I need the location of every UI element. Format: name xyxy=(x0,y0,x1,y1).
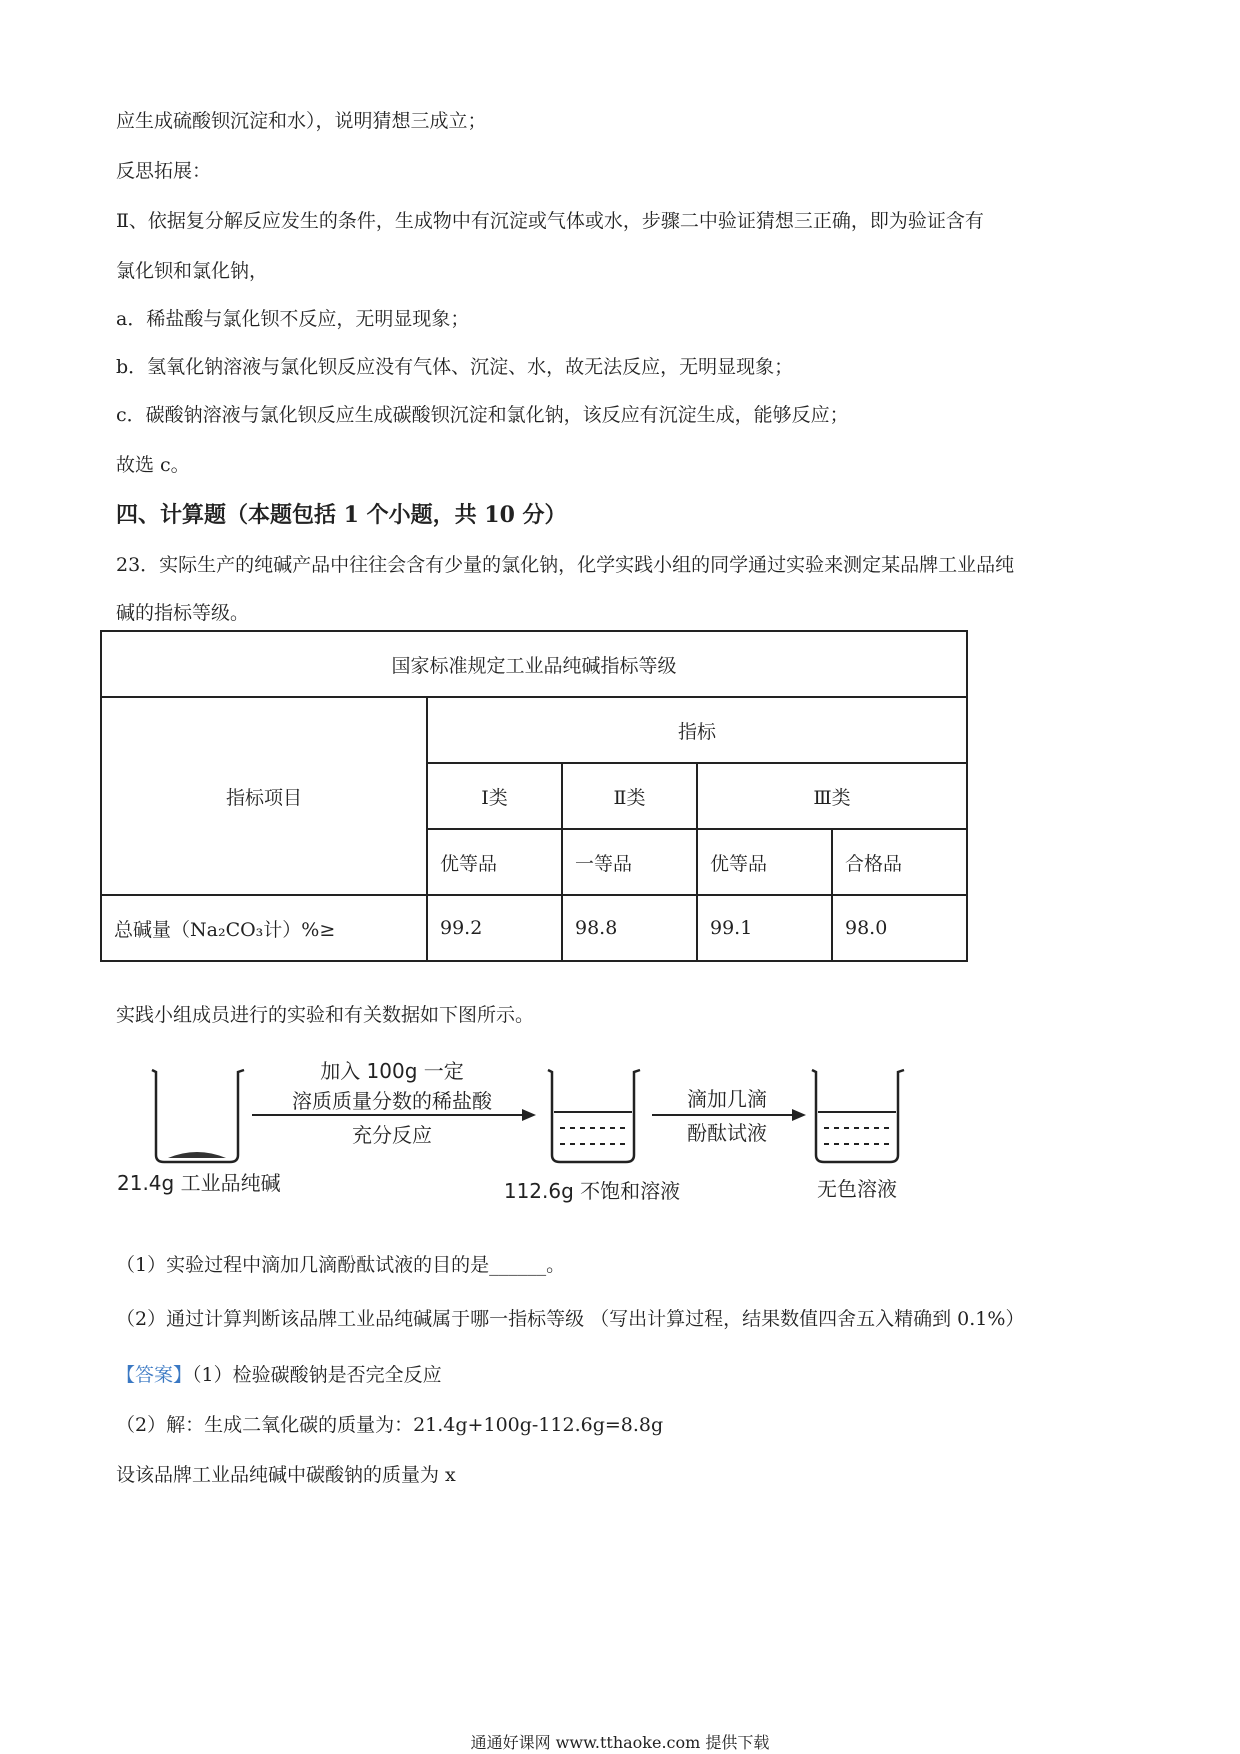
beaker-1-label: 21.4g 工业品纯碱 xyxy=(117,1171,281,1195)
table-cell: 98.0 xyxy=(832,895,967,961)
text-line: 应生成硫酸钡沉淀和水），说明猜想三成立； xyxy=(116,110,487,132)
text-line: c．碳酸钠溶液与氯化钡反应生成碳酸钡沉淀和氯化钠，该反应有沉淀生成，能够反应； xyxy=(116,404,849,426)
arrow-1-label: 充分反应 xyxy=(352,1123,432,1147)
question-23-text: 碱的指标等级。 xyxy=(116,602,250,624)
table-cell: 98.8 xyxy=(562,895,697,961)
arrow-1-label: 溶质质量分数的稀盐酸 xyxy=(292,1089,492,1113)
text-line: a．稀盐酸与氯化钡不反应，无明显现象； xyxy=(116,308,470,330)
text-line: b．氢氧化钠溶液与氯化钡反应没有气体、沉淀、水，故无法反应，无明显现象； xyxy=(116,356,794,378)
table-cell: 99.2 xyxy=(427,895,562,961)
table-class-header: Ⅰ类 xyxy=(427,763,562,829)
text-line: 氯化钡和氯化钠， xyxy=(116,260,269,282)
table-title: 国家标准规定工业品纯碱指标等级 xyxy=(101,631,967,697)
beaker-2 xyxy=(548,1070,640,1162)
section-heading: 四、计算题（本题包括 1 个小题，共 10 分） xyxy=(116,502,567,528)
beaker-2-label: 112.6g 不饱和溶液 xyxy=(503,1179,681,1203)
text-line: Ⅱ、依据复分解反应发生的条件，生成物中有沉淀或气体或水，步骤二中验证猜想三正确，即为验证含有 xyxy=(116,210,984,232)
table-class-header: Ⅱ类 xyxy=(562,763,697,829)
question-23-text: 23．实际生产的纯碱产品中往往会含有少量的氯化钠，化学实践小组的同学通过实验来测定某品牌工业品纯 xyxy=(116,554,1015,576)
table-grade-header: 一等品 xyxy=(562,829,697,895)
table-row-label: 总碱量（Na₂CO₃计）%≥ xyxy=(101,895,427,961)
table-row-head: 指标项目 xyxy=(101,697,427,895)
arrow-2-label: 酚酞试液 xyxy=(687,1121,767,1145)
table-grade-header: 优等品 xyxy=(427,829,562,895)
answer-3: 设该品牌工业品纯碱中碳酸钠的质量为 x xyxy=(116,1464,456,1486)
answer-tag: 【答案】 xyxy=(116,1364,193,1386)
question-1: （1）实验过程中滴加几滴酚酞试液的目的是______。 xyxy=(116,1254,566,1276)
beaker-3-label: 无色溶液 xyxy=(817,1177,897,1201)
table-grade-header: 合格品 xyxy=(832,829,967,895)
after-table-text: 实践小组成员进行的实验和有关数据如下图所示。 xyxy=(116,1004,535,1026)
table-grade-header: 优等品 xyxy=(697,829,832,895)
experiment-diagram xyxy=(112,1050,912,1210)
text-line: 故选 c。 xyxy=(116,454,190,476)
beaker-1 xyxy=(152,1070,244,1162)
table-cell: 99.1 xyxy=(697,895,832,961)
arrow-1-label: 加入 100g 一定 xyxy=(320,1059,464,1083)
answer-2: （2）解：生成二氧化碳的质量为：21.4g+100g-112.6g=8.8g xyxy=(116,1414,664,1436)
text-line: 反思拓展： xyxy=(116,160,212,182)
answer-1-line xyxy=(116,1360,442,1387)
table-class-header: Ⅲ类 xyxy=(697,763,967,829)
table-col-group: 指标 xyxy=(427,697,967,763)
answer-1: （1）检验碳酸钠是否完全反应 xyxy=(192,1364,442,1386)
page-footer: 通通好课网 www.tthaoke.com 提供下载 xyxy=(470,1733,770,1752)
question-2: （2）通过计算判断该品牌工业品纯碱属于哪一指标等级 （写出计算过程，结果数值四舍五入精确到 0.1%） xyxy=(116,1308,1025,1330)
beaker-3 xyxy=(812,1070,904,1162)
grade-standard-table xyxy=(100,630,968,962)
arrow-2-label: 滴加几滴 xyxy=(687,1087,767,1111)
